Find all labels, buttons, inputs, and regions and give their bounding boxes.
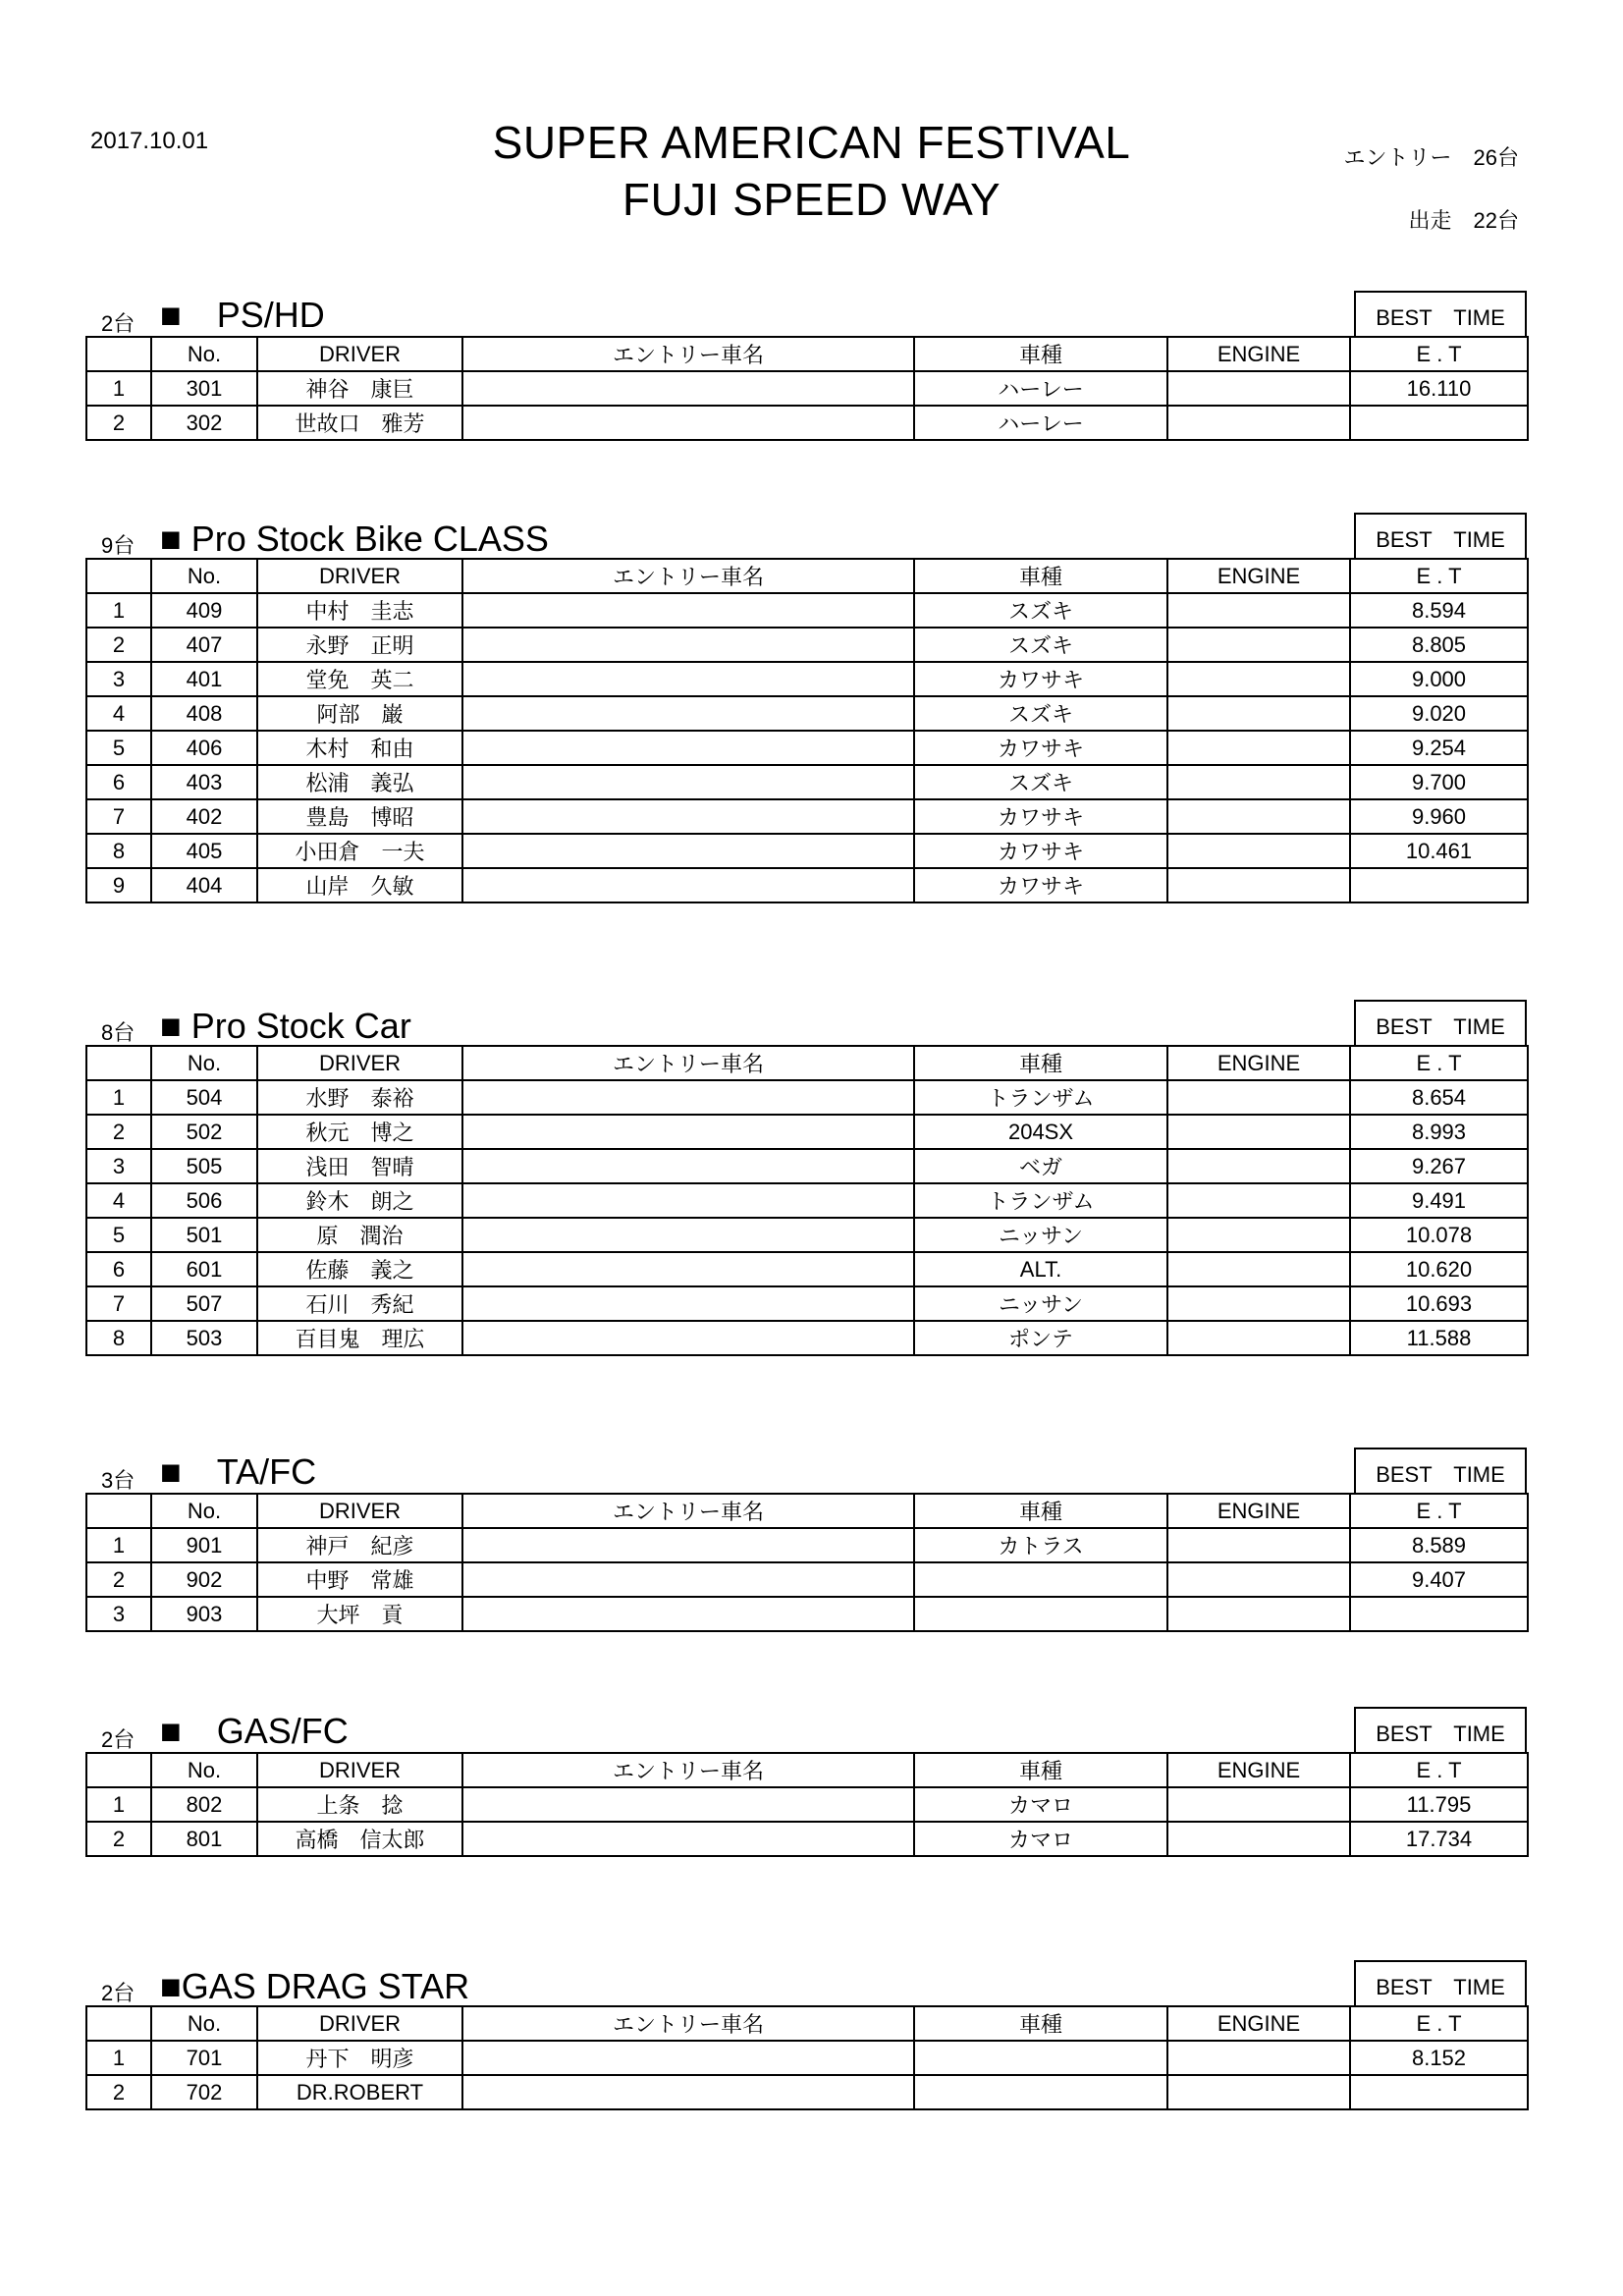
results-table: [85, 1493, 1529, 1632]
best-time-header: BEST TIME: [1354, 291, 1527, 336]
cell-num: 403: [151, 765, 257, 799]
table-header-row: [86, 1753, 1528, 1787]
cell-num: 502: [151, 1115, 257, 1149]
column-header-model: 車種: [914, 1494, 1167, 1528]
class-title: ■GAS DRAG STAR: [160, 1966, 470, 2006]
cell-entry-name: [462, 834, 914, 868]
cell-et: 9.267: [1350, 1149, 1528, 1183]
table-row: [86, 1149, 1528, 1183]
cell-et: 10.620: [1350, 1252, 1528, 1286]
cell-num: 406: [151, 731, 257, 765]
cell-model: カマロ: [914, 1787, 1167, 1822]
column-header-engine: ENGINE: [1167, 337, 1350, 371]
cell-engine: [1167, 765, 1350, 799]
cell-pos: 8: [86, 834, 151, 868]
column-header-num: No.: [151, 1494, 257, 1528]
cell-driver: 木村 和由: [257, 731, 462, 765]
cell-pos: 7: [86, 1286, 151, 1321]
cell-driver: 水野 泰裕: [257, 1080, 462, 1115]
column-header-et: E . T: [1350, 2006, 1528, 2041]
cell-model: ALT.: [914, 1252, 1167, 1286]
table-header-row: [86, 559, 1528, 593]
venue-title: FUJI SPEED WAY: [622, 174, 1001, 225]
table-row: [86, 799, 1528, 834]
column-header-et: E . T: [1350, 1753, 1528, 1787]
column-header-driver: DRIVER: [257, 1046, 462, 1080]
class-section: [85, 1707, 1527, 1857]
cell-pos: 2: [86, 1115, 151, 1149]
best-time-header: BEST TIME: [1354, 1960, 1527, 2005]
cell-entry-name: [462, 662, 914, 696]
cell-engine: [1167, 1321, 1350, 1355]
cell-num: 507: [151, 1286, 257, 1321]
table-row: [86, 868, 1528, 902]
cell-entry-name: [462, 731, 914, 765]
column-header-driver: DRIVER: [257, 2006, 462, 2041]
table-row: [86, 1286, 1528, 1321]
cell-entry-name: [462, 1321, 914, 1355]
cell-et: 9.491: [1350, 1183, 1528, 1218]
cell-entry-name: [462, 1286, 914, 1321]
column-header-driver: DRIVER: [257, 1753, 462, 1787]
cell-model: スズキ: [914, 593, 1167, 628]
table-row: [86, 696, 1528, 731]
cell-driver: 原 潤治: [257, 1218, 462, 1252]
class-entry-count: 8台: [101, 1020, 135, 1045]
class-entry-count: 3台: [101, 1468, 135, 1493]
cell-et: [1350, 406, 1528, 440]
cell-entry-name: [462, 1822, 914, 1856]
cell-entry-name: [462, 371, 914, 406]
table-row: [86, 2041, 1528, 2075]
cell-driver: 百目鬼 理広: [257, 1321, 462, 1355]
column-header-et: E . T: [1350, 1046, 1528, 1080]
cell-driver: 鈴木 朗之: [257, 1183, 462, 1218]
column-header-pos: [86, 1753, 151, 1787]
cell-engine: [1167, 1149, 1350, 1183]
cell-pos: 3: [86, 1149, 151, 1183]
cell-pos: 1: [86, 2041, 151, 2075]
cell-entry-name: [462, 765, 914, 799]
table-row: [86, 731, 1528, 765]
cell-num: 402: [151, 799, 257, 834]
cell-entry-name: [462, 1080, 914, 1115]
column-header-num: No.: [151, 1753, 257, 1787]
table-row: [86, 1528, 1528, 1562]
class-section-header: [85, 291, 1527, 336]
cell-engine: [1167, 371, 1350, 406]
table-row: [86, 1080, 1528, 1115]
cell-num: 301: [151, 371, 257, 406]
cell-num: 802: [151, 1787, 257, 1822]
class-section: [85, 1960, 1527, 2110]
class-section: [85, 513, 1527, 903]
cell-engine: [1167, 2041, 1350, 2075]
table-row: [86, 371, 1528, 406]
cell-engine: [1167, 1218, 1350, 1252]
cell-model: [914, 2041, 1167, 2075]
cell-model: カワサキ: [914, 731, 1167, 765]
cell-driver: 中村 圭志: [257, 593, 462, 628]
cell-entry-name: [462, 1149, 914, 1183]
cell-num: 506: [151, 1183, 257, 1218]
cell-num: 405: [151, 834, 257, 868]
event-title: SUPER AMERICAN FESTIVAL: [492, 117, 1131, 168]
cell-entry-name: [462, 406, 914, 440]
cell-driver: DR.ROBERT: [257, 2075, 462, 2109]
cell-driver: 高橋 信太郎: [257, 1822, 462, 1856]
cell-engine: [1167, 868, 1350, 902]
cell-entry-name: [462, 1597, 914, 1631]
cell-pos: 7: [86, 799, 151, 834]
table-header-row: [86, 1494, 1528, 1528]
class-section-header: [85, 1960, 1527, 2005]
table-header-row: [86, 2006, 1528, 2041]
column-header-driver: DRIVER: [257, 559, 462, 593]
column-header-pos: [86, 337, 151, 371]
table-row: [86, 662, 1528, 696]
cell-model: トランザム: [914, 1183, 1167, 1218]
cell-et: 16.110: [1350, 371, 1528, 406]
cell-engine: [1167, 628, 1350, 662]
cell-model: [914, 1597, 1167, 1631]
cell-driver: 秋元 博之: [257, 1115, 462, 1149]
table-row: [86, 1787, 1528, 1822]
cell-entry-name: [462, 1787, 914, 1822]
cell-model: スズキ: [914, 696, 1167, 731]
column-header-driver: DRIVER: [257, 337, 462, 371]
results-table: [85, 1045, 1529, 1356]
cell-num: 901: [151, 1528, 257, 1562]
cell-model: ベガ: [914, 1149, 1167, 1183]
column-header-engine: ENGINE: [1167, 1753, 1350, 1787]
column-header-model: 車種: [914, 559, 1167, 593]
cell-pos: 1: [86, 1787, 151, 1822]
cell-pos: 3: [86, 1597, 151, 1631]
class-entry-count: 2台: [101, 1727, 135, 1752]
cell-model: ニッサン: [914, 1286, 1167, 1321]
column-header-model: 車種: [914, 337, 1167, 371]
column-header-engine: ENGINE: [1167, 2006, 1350, 2041]
cell-model: ニッサン: [914, 1218, 1167, 1252]
table-row: [86, 765, 1528, 799]
cell-driver: 阿部 巌: [257, 696, 462, 731]
cell-engine: [1167, 799, 1350, 834]
cell-engine: [1167, 406, 1350, 440]
cell-pos: 1: [86, 371, 151, 406]
cell-driver: 石川 秀紀: [257, 1286, 462, 1321]
cell-pos: 5: [86, 1218, 151, 1252]
cell-entry-name: [462, 799, 914, 834]
cell-model: カワサキ: [914, 799, 1167, 834]
cell-model: 204SX: [914, 1115, 1167, 1149]
cell-num: 401: [151, 662, 257, 696]
table-row: [86, 628, 1528, 662]
column-header-num: No.: [151, 1046, 257, 1080]
column-header-driver: DRIVER: [257, 1494, 462, 1528]
cell-pos: 1: [86, 1080, 151, 1115]
class-entry-count: 2台: [101, 311, 135, 336]
table-row: [86, 1183, 1528, 1218]
table-header-row: [86, 337, 1528, 371]
cell-entry-name: [462, 2075, 914, 2109]
column-header-num: No.: [151, 559, 257, 593]
cell-driver: 上条 捻: [257, 1787, 462, 1822]
cell-pos: 4: [86, 696, 151, 731]
column-header-pos: [86, 1494, 151, 1528]
cell-model: カマロ: [914, 1822, 1167, 1856]
cell-et: 9.000: [1350, 662, 1528, 696]
cell-driver: 大坪 貢: [257, 1597, 462, 1631]
cell-et: 9.254: [1350, 731, 1528, 765]
best-time-header: BEST TIME: [1354, 1000, 1527, 1045]
table-row: [86, 1115, 1528, 1149]
column-header-et: E . T: [1350, 1494, 1528, 1528]
cell-entry-name: [462, 1252, 914, 1286]
cell-engine: [1167, 731, 1350, 765]
table-header-row: [86, 1046, 1528, 1080]
cell-pos: 2: [86, 2075, 151, 2109]
cell-model: [914, 2075, 1167, 2109]
cell-driver: 中野 常雄: [257, 1562, 462, 1597]
cell-driver: 山岸 久敏: [257, 868, 462, 902]
class-section-header: [85, 1707, 1527, 1752]
column-header-pos: [86, 559, 151, 593]
column-header-entry-name: エントリー車名: [462, 337, 914, 371]
cell-et: 8.993: [1350, 1115, 1528, 1149]
table-row: [86, 1321, 1528, 1355]
cell-pos: 2: [86, 406, 151, 440]
cell-pos: 1: [86, 593, 151, 628]
cell-et: [1350, 2075, 1528, 2109]
cell-et: 9.407: [1350, 1562, 1528, 1597]
column-header-et: E . T: [1350, 337, 1528, 371]
table-row: [86, 1252, 1528, 1286]
results-table: [85, 1752, 1529, 1857]
cell-entry-name: [462, 1562, 914, 1597]
column-header-entry-name: エントリー車名: [462, 2006, 914, 2041]
class-title: ■ Pro Stock Bike CLASS: [160, 519, 549, 559]
cell-pos: 6: [86, 765, 151, 799]
cell-model: カワサキ: [914, 868, 1167, 902]
cell-engine: [1167, 1080, 1350, 1115]
class-title: ■ GAS/FC: [160, 1711, 349, 1751]
cell-et: 10.461: [1350, 834, 1528, 868]
cell-num: 504: [151, 1080, 257, 1115]
cell-et: 8.152: [1350, 2041, 1528, 2075]
cell-entry-name: [462, 593, 914, 628]
entry-count: エントリー 26台: [1343, 145, 1519, 170]
cell-engine: [1167, 1252, 1350, 1286]
cell-num: 409: [151, 593, 257, 628]
table-row: [86, 593, 1528, 628]
cell-et: 9.700: [1350, 765, 1528, 799]
column-header-pos: [86, 1046, 151, 1080]
cell-et: 8.805: [1350, 628, 1528, 662]
class-title: ■ PS/HD: [160, 295, 325, 335]
cell-pos: 4: [86, 1183, 151, 1218]
cell-pos: 2: [86, 1562, 151, 1597]
cell-driver: 神戸 紀彦: [257, 1528, 462, 1562]
cell-pos: 8: [86, 1321, 151, 1355]
cell-num: 903: [151, 1597, 257, 1631]
cell-engine: [1167, 1286, 1350, 1321]
cell-entry-name: [462, 696, 914, 731]
cell-engine: [1167, 696, 1350, 731]
table-row: [86, 834, 1528, 868]
cell-driver: 世故口 雅芳: [257, 406, 462, 440]
column-header-num: No.: [151, 337, 257, 371]
cell-num: 801: [151, 1822, 257, 1856]
cell-et: 8.594: [1350, 593, 1528, 628]
column-header-et: E . T: [1350, 559, 1528, 593]
cell-et: 10.078: [1350, 1218, 1528, 1252]
cell-pos: 9: [86, 868, 151, 902]
cell-model: カトラス: [914, 1528, 1167, 1562]
class-section-header: [85, 513, 1527, 558]
class-section: [85, 1000, 1527, 1356]
cell-et: [1350, 1597, 1528, 1631]
cell-et: 11.588: [1350, 1321, 1528, 1355]
cell-entry-name: [462, 1528, 914, 1562]
column-header-entry-name: エントリー車名: [462, 1494, 914, 1528]
cell-model: ハーレー: [914, 371, 1167, 406]
class-entry-count: 9台: [101, 533, 135, 558]
cell-et: [1350, 868, 1528, 902]
cell-num: 505: [151, 1149, 257, 1183]
results-table: [85, 558, 1529, 903]
table-row: [86, 1562, 1528, 1597]
cell-model: スズキ: [914, 628, 1167, 662]
cell-num: 302: [151, 406, 257, 440]
cell-pos: 5: [86, 731, 151, 765]
cell-engine: [1167, 834, 1350, 868]
cell-model: スズキ: [914, 765, 1167, 799]
column-header-model: 車種: [914, 1753, 1167, 1787]
cell-entry-name: [462, 1115, 914, 1149]
column-header-num: No.: [151, 2006, 257, 2041]
cell-engine: [1167, 1183, 1350, 1218]
cell-et: 9.960: [1350, 799, 1528, 834]
cell-driver: 豊島 博昭: [257, 799, 462, 834]
cell-et: 11.795: [1350, 1787, 1528, 1822]
cell-driver: 松浦 義弘: [257, 765, 462, 799]
cell-engine: [1167, 1115, 1350, 1149]
best-time-header: BEST TIME: [1354, 1448, 1527, 1493]
cell-engine: [1167, 662, 1350, 696]
cell-engine: [1167, 1528, 1350, 1562]
results-table: [85, 2005, 1529, 2110]
cell-driver: 佐藤 義之: [257, 1252, 462, 1286]
cell-engine: [1167, 1597, 1350, 1631]
cell-num: 702: [151, 2075, 257, 2109]
column-header-model: 車種: [914, 2006, 1167, 2041]
cell-et: 17.734: [1350, 1822, 1528, 1856]
cell-entry-name: [462, 628, 914, 662]
cell-model: トランザム: [914, 1080, 1167, 1115]
class-section-header: [85, 1000, 1527, 1045]
cell-engine: [1167, 1787, 1350, 1822]
cell-driver: 小田倉 一夫: [257, 834, 462, 868]
cell-engine: [1167, 1562, 1350, 1597]
cell-num: 408: [151, 696, 257, 731]
cell-et: 10.693: [1350, 1286, 1528, 1321]
column-header-engine: ENGINE: [1167, 1494, 1350, 1528]
cell-num: 601: [151, 1252, 257, 1286]
starters-count: 出走 22台: [1408, 208, 1519, 233]
best-time-header: BEST TIME: [1354, 1707, 1527, 1752]
table-row: [86, 2075, 1528, 2109]
column-header-model: 車種: [914, 1046, 1167, 1080]
cell-pos: 2: [86, 1822, 151, 1856]
cell-pos: 3: [86, 662, 151, 696]
table-row: [86, 1597, 1528, 1631]
event-date: 2017.10.01: [90, 128, 209, 154]
column-header-engine: ENGINE: [1167, 559, 1350, 593]
cell-entry-name: [462, 1218, 914, 1252]
class-title: ■ Pro Stock Car: [160, 1006, 411, 1046]
column-header-engine: ENGINE: [1167, 1046, 1350, 1080]
table-row: [86, 406, 1528, 440]
class-entry-count: 2台: [101, 1981, 135, 2005]
cell-model: カワサキ: [914, 662, 1167, 696]
cell-driver: 浅田 智晴: [257, 1149, 462, 1183]
class-title: ■ TA/FC: [160, 1451, 317, 1492]
cell-driver: 永野 正明: [257, 628, 462, 662]
cell-pos: 1: [86, 1528, 151, 1562]
cell-num: 404: [151, 868, 257, 902]
cell-entry-name: [462, 868, 914, 902]
class-section-header: [85, 1448, 1527, 1493]
column-header-entry-name: エントリー車名: [462, 1046, 914, 1080]
cell-num: 902: [151, 1562, 257, 1597]
cell-pos: 6: [86, 1252, 151, 1286]
cell-driver: 堂免 英二: [257, 662, 462, 696]
cell-entry-name: [462, 2041, 914, 2075]
cell-et: 8.589: [1350, 1528, 1528, 1562]
cell-et: 8.654: [1350, 1080, 1528, 1115]
cell-engine: [1167, 1822, 1350, 1856]
cell-model: カワサキ: [914, 834, 1167, 868]
best-time-header: BEST TIME: [1354, 513, 1527, 558]
cell-model: ハーレー: [914, 406, 1167, 440]
cell-driver: 丹下 明彦: [257, 2041, 462, 2075]
cell-pos: 2: [86, 628, 151, 662]
column-header-entry-name: エントリー車名: [462, 559, 914, 593]
cell-engine: [1167, 593, 1350, 628]
cell-num: 503: [151, 1321, 257, 1355]
column-header-entry-name: エントリー車名: [462, 1753, 914, 1787]
cell-num: 501: [151, 1218, 257, 1252]
cell-model: ポンテ: [914, 1321, 1167, 1355]
cell-model: [914, 1562, 1167, 1597]
class-section: [85, 1448, 1527, 1632]
table-row: [86, 1218, 1528, 1252]
cell-num: 407: [151, 628, 257, 662]
results-table: [85, 336, 1529, 441]
class-section: [85, 291, 1527, 441]
table-row: [86, 1822, 1528, 1856]
column-header-pos: [86, 2006, 151, 2041]
cell-engine: [1167, 2075, 1350, 2109]
cell-driver: 神谷 康巨: [257, 371, 462, 406]
cell-num: 701: [151, 2041, 257, 2075]
cell-entry-name: [462, 1183, 914, 1218]
cell-et: 9.020: [1350, 696, 1528, 731]
